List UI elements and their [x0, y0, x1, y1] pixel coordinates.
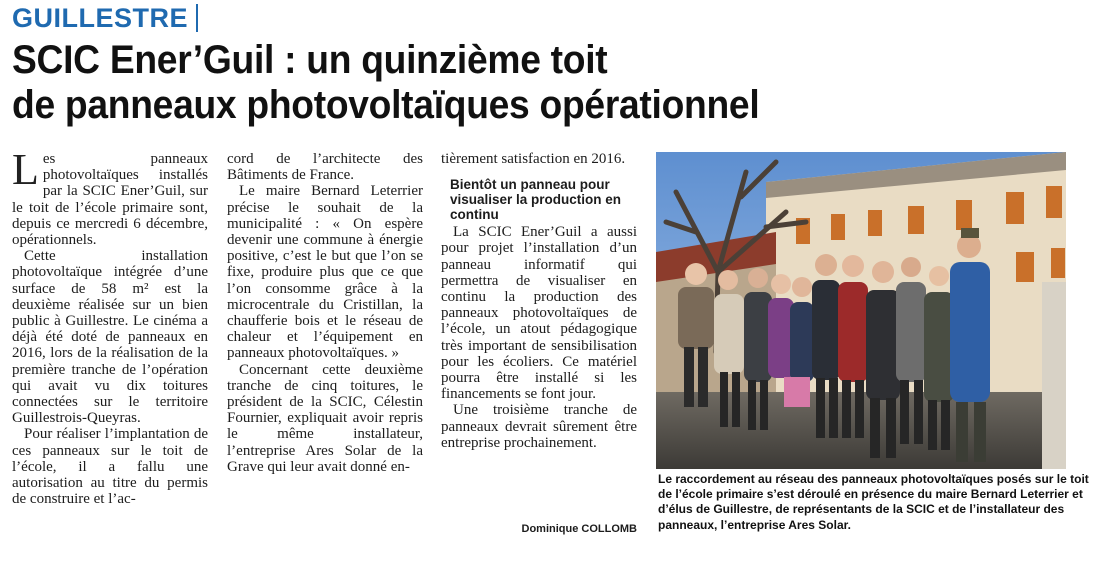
photo-caption: Le raccordement au réseau des panneaux photovoltaïques posés sur le toit de l’école primaire s’est déroulé en présence du maire Bernard Leterrier et d’élus de Guillestre, de représentants de la SCIC et de l’installateur des panneaux, l’entreprise Ares Solar. [658, 472, 1089, 532]
paragraph-5-end: tièrement satisfaction en 2016. [441, 151, 626, 167]
group-photo [656, 152, 1066, 469]
section-label: GUILLESTRE [12, 2, 189, 33]
paragraph-1 [12, 145, 208, 249]
drop-cap: L [12, 145, 39, 194]
paragraph-6: La SCIC Ener’Guil a aussi pour projet l’installation d’un panneau informatif qui permettra de visualiser en continu la production des panneaux photovoltaïques de l’école, un atout pédagogique très important de sensibilisation pour les écoliers. Ce matériel pourra être installé si les financements se font jour. [441, 224, 637, 403]
paragraph-1-text: es panneaux photovoltaïques installés par la SCIC Ener’Guil, sur le toit de l’école primaire sont, depuis ce mercredi 6 décembre, opérationnels. [12, 151, 208, 249]
paragraph-3-end: cord de l’architecte des Bâtiments de France. [227, 151, 423, 184]
paragraph-7: Une troisième tranche de panneaux devrait sûrement être entreprise prochainement. [441, 402, 637, 451]
article-column-2 [227, 151, 423, 475]
paragraph-3-start: Pour réaliser l’implantation de ces panneaux sur le toit de l’école, il a fallu une autorisation au titre du permis de construire et l’ac- [12, 426, 208, 508]
byline: Dominique COLLOMB [521, 523, 637, 535]
section-kicker [12, 2, 198, 34]
headline [12, 38, 1016, 128]
headline-line-2: de panneaux photovoltaïques opérationnel [12, 83, 760, 127]
paragraph-2: Cette installation photovoltaïque intégrée d’une surface de 58 m² est la deuxième réalisée sur un bien public à Guillestre. Le cinéma a déjà été doté de panneaux en 2016, lors de la réalisation de la première tranche de l’opération qui avait vu dix toitures connectées sur le territoire Guillestrois-Queyras. [12, 248, 208, 427]
headline-line-1: SCIC Ener’Guil : un quinzième toit [12, 38, 608, 82]
article-column-3 [441, 151, 637, 451]
kicker-divider [196, 4, 198, 32]
subheading: Bientôt un panneau pour visualiser la production en continu [450, 177, 622, 223]
group-photo-illustration [656, 152, 1066, 469]
paragraph-4: Le maire Bernard Leterrier précise le souhait de la municipalité : « On espère devenir une commune à énergie positive, c’est le but que l’on se fixe, produire plus que ce que l’on consomme grâce à la microcentrale du Cristillan, la chaufferie bois et le réseau de chaleur et l’équipement en panneaux photovoltaïques. » [227, 183, 423, 362]
article-column-1 [12, 145, 208, 508]
paragraph-5-start: Concernant cette deuxième tranche de cinq toitures, le président de la SCIC, Célestin Fournier, expliquait avoir repris le même installateur, l’entreprise Ares Solar de la Grave qui leur avait donné en- [227, 361, 423, 475]
